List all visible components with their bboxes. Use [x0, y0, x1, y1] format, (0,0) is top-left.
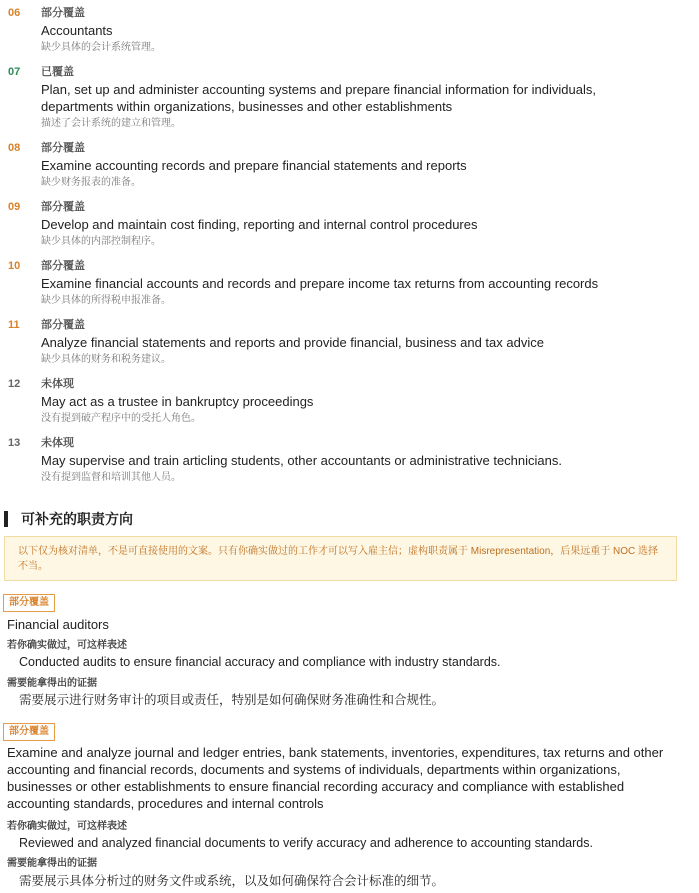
- duty-text: Examine financial accounts and records and prepare income tax returns from accounting records: [41, 276, 599, 291]
- duty-text: May supervise and train articling students, other accountants or administrative technicians.: [41, 453, 562, 468]
- duty-number: 10: [8, 260, 21, 272]
- duty-note: 缺少具体的会计系统管理。: [41, 42, 161, 53]
- if-done-label: 若你确实做过，可这样表述: [7, 640, 127, 651]
- card-title: Examine and analyze journal and ledger entries, bank statements, inventories, expenditures, tax returns and other accounting and financial records, documents and systems of individuals, departments within organizations, businesses or other establishments to ensure financial recording accuracy and compliance with established accounting standards, procedures and internal controls: [7, 745, 664, 811]
- evidence-label: 需要能拿得出的证据: [7, 858, 97, 869]
- coverage-badge: 部分覆盖: [3, 594, 55, 612]
- duty-status: 部分覆盖: [41, 142, 85, 154]
- duty-text: Analyze financial statements and reports and provide financial, business and tax advice: [41, 335, 544, 350]
- duty-number: 07: [8, 66, 21, 78]
- duty-status: 未体现: [41, 378, 74, 390]
- duty-number: 08: [8, 142, 21, 154]
- duty-text: Accountants: [41, 23, 113, 38]
- duty-status: 已覆盖: [41, 66, 74, 78]
- evidence-label: 需要能拿得出的证据: [7, 678, 97, 689]
- coverage-badge: 部分覆盖: [3, 723, 55, 741]
- if-done-text: Conducted audits to ensure financial accuracy and compliance with industry standards.: [19, 655, 501, 669]
- duty-status: 部分覆盖: [41, 319, 85, 331]
- duty-note: 缺少具体的内部控制程序。: [41, 236, 161, 247]
- evidence-text: 需要展示具体分析过的财务文件或系统，以及如何确保符合会计标准的细节。: [19, 874, 445, 888]
- duty-number: 12: [8, 378, 21, 390]
- duty-note: 缺少财务报表的准备。: [41, 177, 141, 188]
- duty-note: 缺少具体的所得税申报准备。: [41, 295, 171, 306]
- duty-number: 06: [8, 7, 21, 19]
- duty-status: 部分覆盖: [41, 201, 85, 213]
- duty-number: 13: [8, 437, 21, 449]
- duty-text: Examine accounting records and prepare financial statements and reports: [41, 158, 467, 173]
- evidence-text: 需要展示进行财务审计的项目或责任，特别是如何确保财务准确性和合规性。: [19, 693, 445, 707]
- duty-status: 部分覆盖: [41, 7, 85, 19]
- duty-note: 描述了会计系统的建立和管理。: [41, 118, 181, 129]
- duty-number: 09: [8, 201, 21, 213]
- duty-text: Develop and maintain cost finding, reporting and internal control procedures: [41, 217, 478, 232]
- duty-text: Plan, set up and administer accounting systems and prepare financial information for individuals, departments within organizations, businesses and other establishments: [41, 82, 596, 114]
- duty-note: 没有提到监督和培训其他人员。: [41, 472, 181, 483]
- duty-number: 11: [8, 319, 20, 331]
- duty-note: 缺少具体的财务和税务建议。: [41, 354, 171, 365]
- duty-status: 未体现: [41, 437, 74, 449]
- if-done-label: 若你确实做过，可这样表述: [7, 821, 127, 832]
- duty-note: 没有提到破产程序中的受托人角色。: [41, 413, 201, 424]
- duty-status: 部分覆盖: [41, 260, 85, 272]
- if-done-text: Reviewed and analyzed financial documents to verify accuracy and adherence to accounting standards.: [19, 836, 593, 850]
- section-accent-bar: [4, 511, 8, 527]
- warning-notice: 以下仅为核对清单，不是可直接使用的文案。只有你确实做过的工作才可以写入雇主信；虚构职责属于 Misrepresentation，后果远重于 NOC 选择不当。: [4, 536, 677, 581]
- section-title: 可补充的职责方向: [21, 511, 133, 527]
- duty-text: May act as a trustee in bankruptcy proceedings: [41, 394, 314, 409]
- card-title: Financial auditors: [7, 617, 109, 632]
